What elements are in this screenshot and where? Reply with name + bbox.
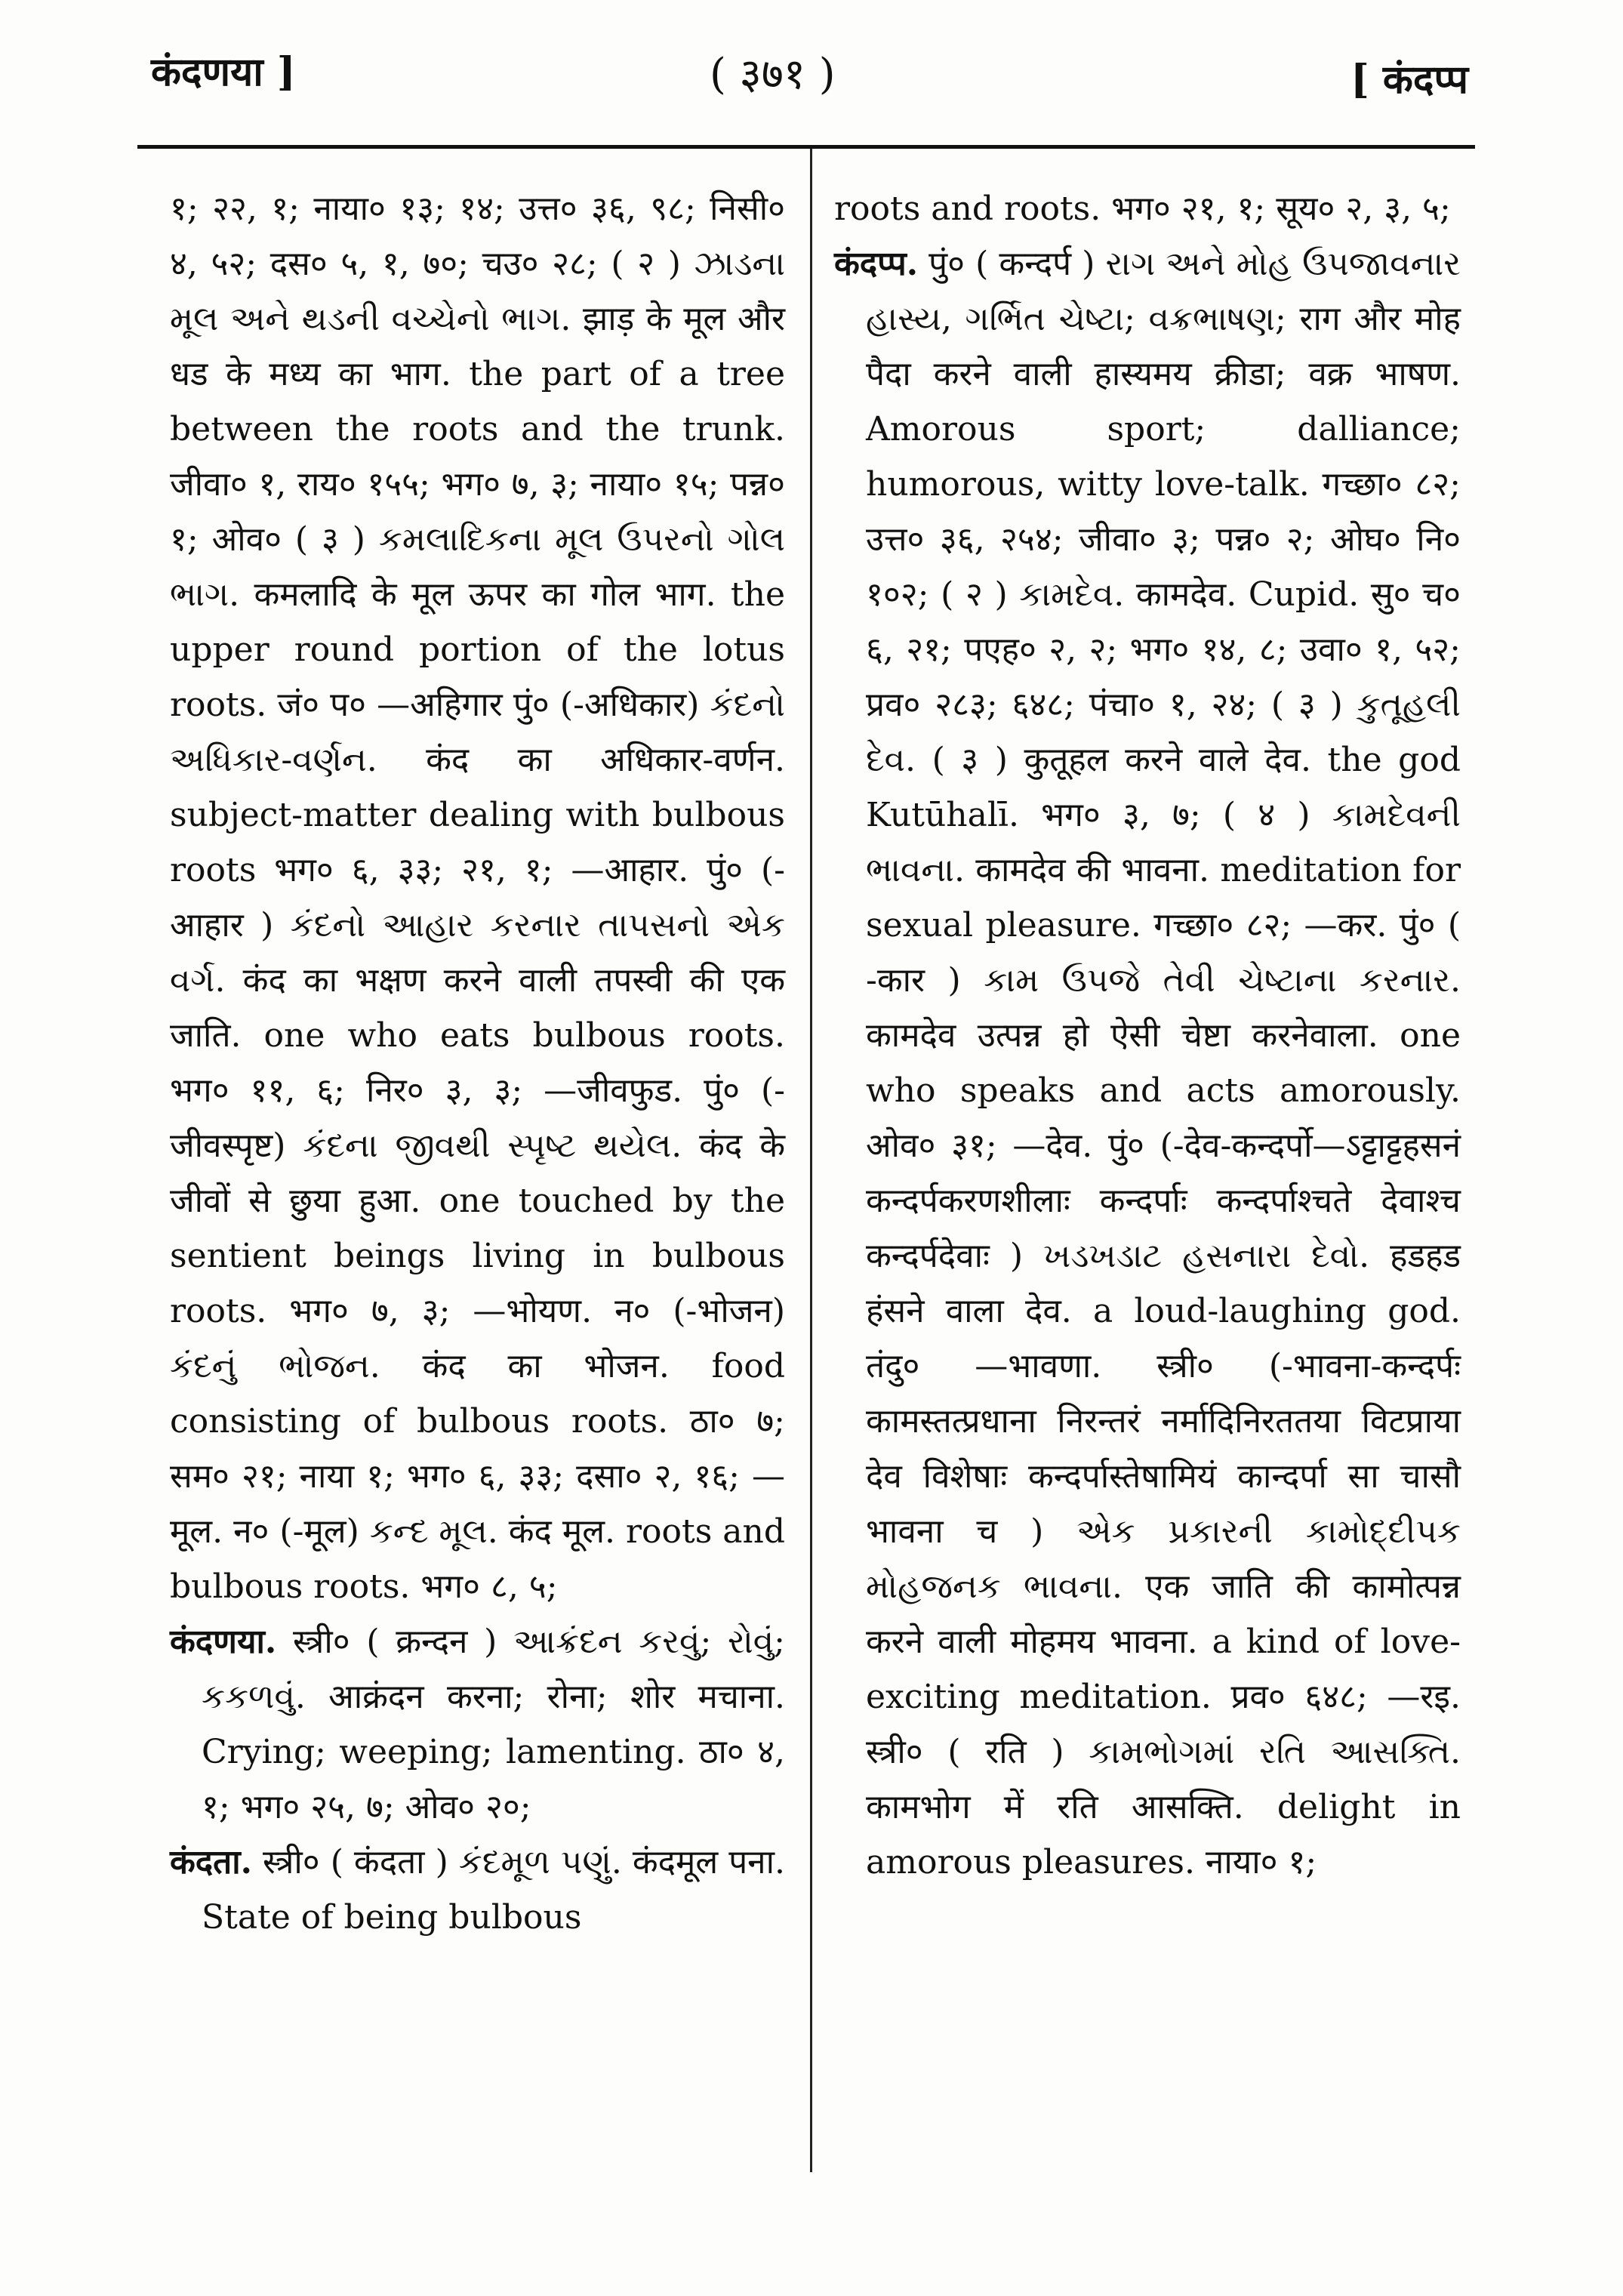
entry-headword: कंदता. [170, 1843, 252, 1881]
header-rule [137, 145, 1475, 149]
entry-continuation: roots and roots. भग० २१, १; सूय० २, ३, ५; [834, 190, 1451, 228]
running-head-left: कंदणया ] [151, 49, 296, 95]
page-number: ( ३७१ ) [710, 50, 836, 99]
right-column [834, 181, 1461, 1890]
entry-body: स्त्री० ( कंदता ) કંદમૂળ પણું. कंदमूल पना. State of being bulbous [202, 1843, 785, 1937]
left-column [170, 181, 785, 1945]
dictionary-entry [834, 236, 1461, 1890]
column-divider [810, 149, 812, 2172]
entry-body: पुं० ( कन्दर्प ) રાગ અને મોહ ઉપજાવનાર હાસ્ય, ગર્ભિત ચેષ્ટા; વક્રભાષણ; राग और मोह पैदा करने वाली हास्यमय क्रीडा; वक्र भाषण. Amorous sport; dalliance; humorous, witty love-talk. गच्छा० ८२; उत्त० ३६, २५४; जीवा० ३; पन्न० २; ओघ० नि० १०२; ( २ ) કામદેવ. कामदेव. Cupid. सु० च० ६, २१; पएह० २, २; भग० १४, ८; उवा० १, ५२; प्रव० २८३; ६४८; पंचा० १, २४; ( ३ ) કુતૂહલી દેવ. ( ३ ) कुतूहल करने वाले देव. the god Kutūhalī. भग० ३, ७; ( ४ ) કામદેવની ભાવના. कामदेव की भावना. meditation for sexual pleasure. गच्छा० ८२; —कर. पुं० ( -कार ) કામ ઉપજે તેવી ચેષ્ટાના કરનાર. कामदेव उत्पन्न हो ऐसी चेष्टा करनेवाला. one who speaks and acts amorously. ओव० ३१; —देव. पुं० (-देव-कन्दर्पो—ऽट्टाट्टहसनं कन्दर्पकरणशीलाः कन्दर्पाः कन्दर्पाश्चते देवाश्च कन्दर्पदेवाः ) ખડખડાટ હસનારા દેવો. हडहड हंसने वाला देव. a loud-laughing god. तंदु० —भावणा. स्त्री० (-भावना-कन्दर्पः कामस्तत्प्रधाना निरन्तरं नर्मादिनिरततया विटप्राया देव विशेषाः कन्दर्पास्तेषामियं कान्दर्पा सा चासौ भावना च ) એક પ્રકારની કામોદ્દીપક મોહજનક ભાવના. एक जाति की कामोत्पन्न करने वाली मोहमय भावना. a kind of love-exciting meditation. प्रव० ६४८; —रइ. स्त्री० ( रति ) કામભોગમાં રતિ આસક્તિ. कामभोग में रति आसक्ति. delight in amorous pleasures. नाया० १; [866, 245, 1461, 1881]
dictionary-entry [170, 1835, 785, 1945]
entry-continuation: १; २२, १; नाया० १३; १४; उत्त० ३६, ९८; निसी० ४, ५२; दस० ५, १, ७०; चउ० २८; ( २ ) ઝાડના મૂલ અને થડની વચ્ચેનો ભાગ. झाड़ के मूल और धड के मध्य का भाग. the part of a tree between the roots and the trunk. जीवा० १, राय० १५५; भग० ७, ३; नाया० १५; पन्न० १; ओव० ( ३ ) કમલાદિકના મૂલ ઉપરનો ગોલ ભાગ. कमलादि के मूल ऊपर का गोल भाग. the upper round portion of the lotus roots. जं० प० —अहिगार पुं० (-अधिकार) કંદનો અધિકાર-વર્ણન. कंद का अधिकार-वर्णन. subject-matter dealing with bulbous roots भग० ६, ३३; २१, १; —आहार. पुं० (-आहार ) કંદનો આહાર કરનાર તાપસનો એક વર્ગ. कंद का भक्षण करने वाली तपस्वी की एक जाति. one who eats bulbous roots. भग० ११, ६; निर० ३, ३; —जीवफुड. पुं० (-जीवस्पृष्ट) કંદના જીવથી સ્પૃષ્ટ થયેલ. कंद के जीवों से छुया हुआ. one touched by the sentient beings living in bulbous roots. भग० ७, ३; —भोयण. न० (-भोजन) કંદનું ભોજન. कंद का भोजन. food consisting of bulbous roots. ठा० ७; सम० २१; नाया १; भग० ६, ३३; दसा० २, १६; —मूल. न० (-मूल) કન્દ મૂલ. कंद मूल. roots and bulbous roots. भग० ८, ५; [170, 190, 785, 1606]
running-head-right: [ कंदप्प [1350, 57, 1468, 103]
entry-headword: कंदप्प. [834, 245, 919, 283]
entry-headword: कंदणया. [170, 1623, 277, 1661]
dictionary-entry [170, 1614, 785, 1835]
page-header [0, 0, 1623, 151]
entry-body: स्त्री० ( क्रन्दन ) આક્રંદન કરવું; રોવું; કકળવું. आक्रंदन करना; रोना; शोर मचाना. Crying; weeping; lamenting. ठा० ४, १; भग० २५, ७; ओव० २०; [202, 1623, 785, 1826]
